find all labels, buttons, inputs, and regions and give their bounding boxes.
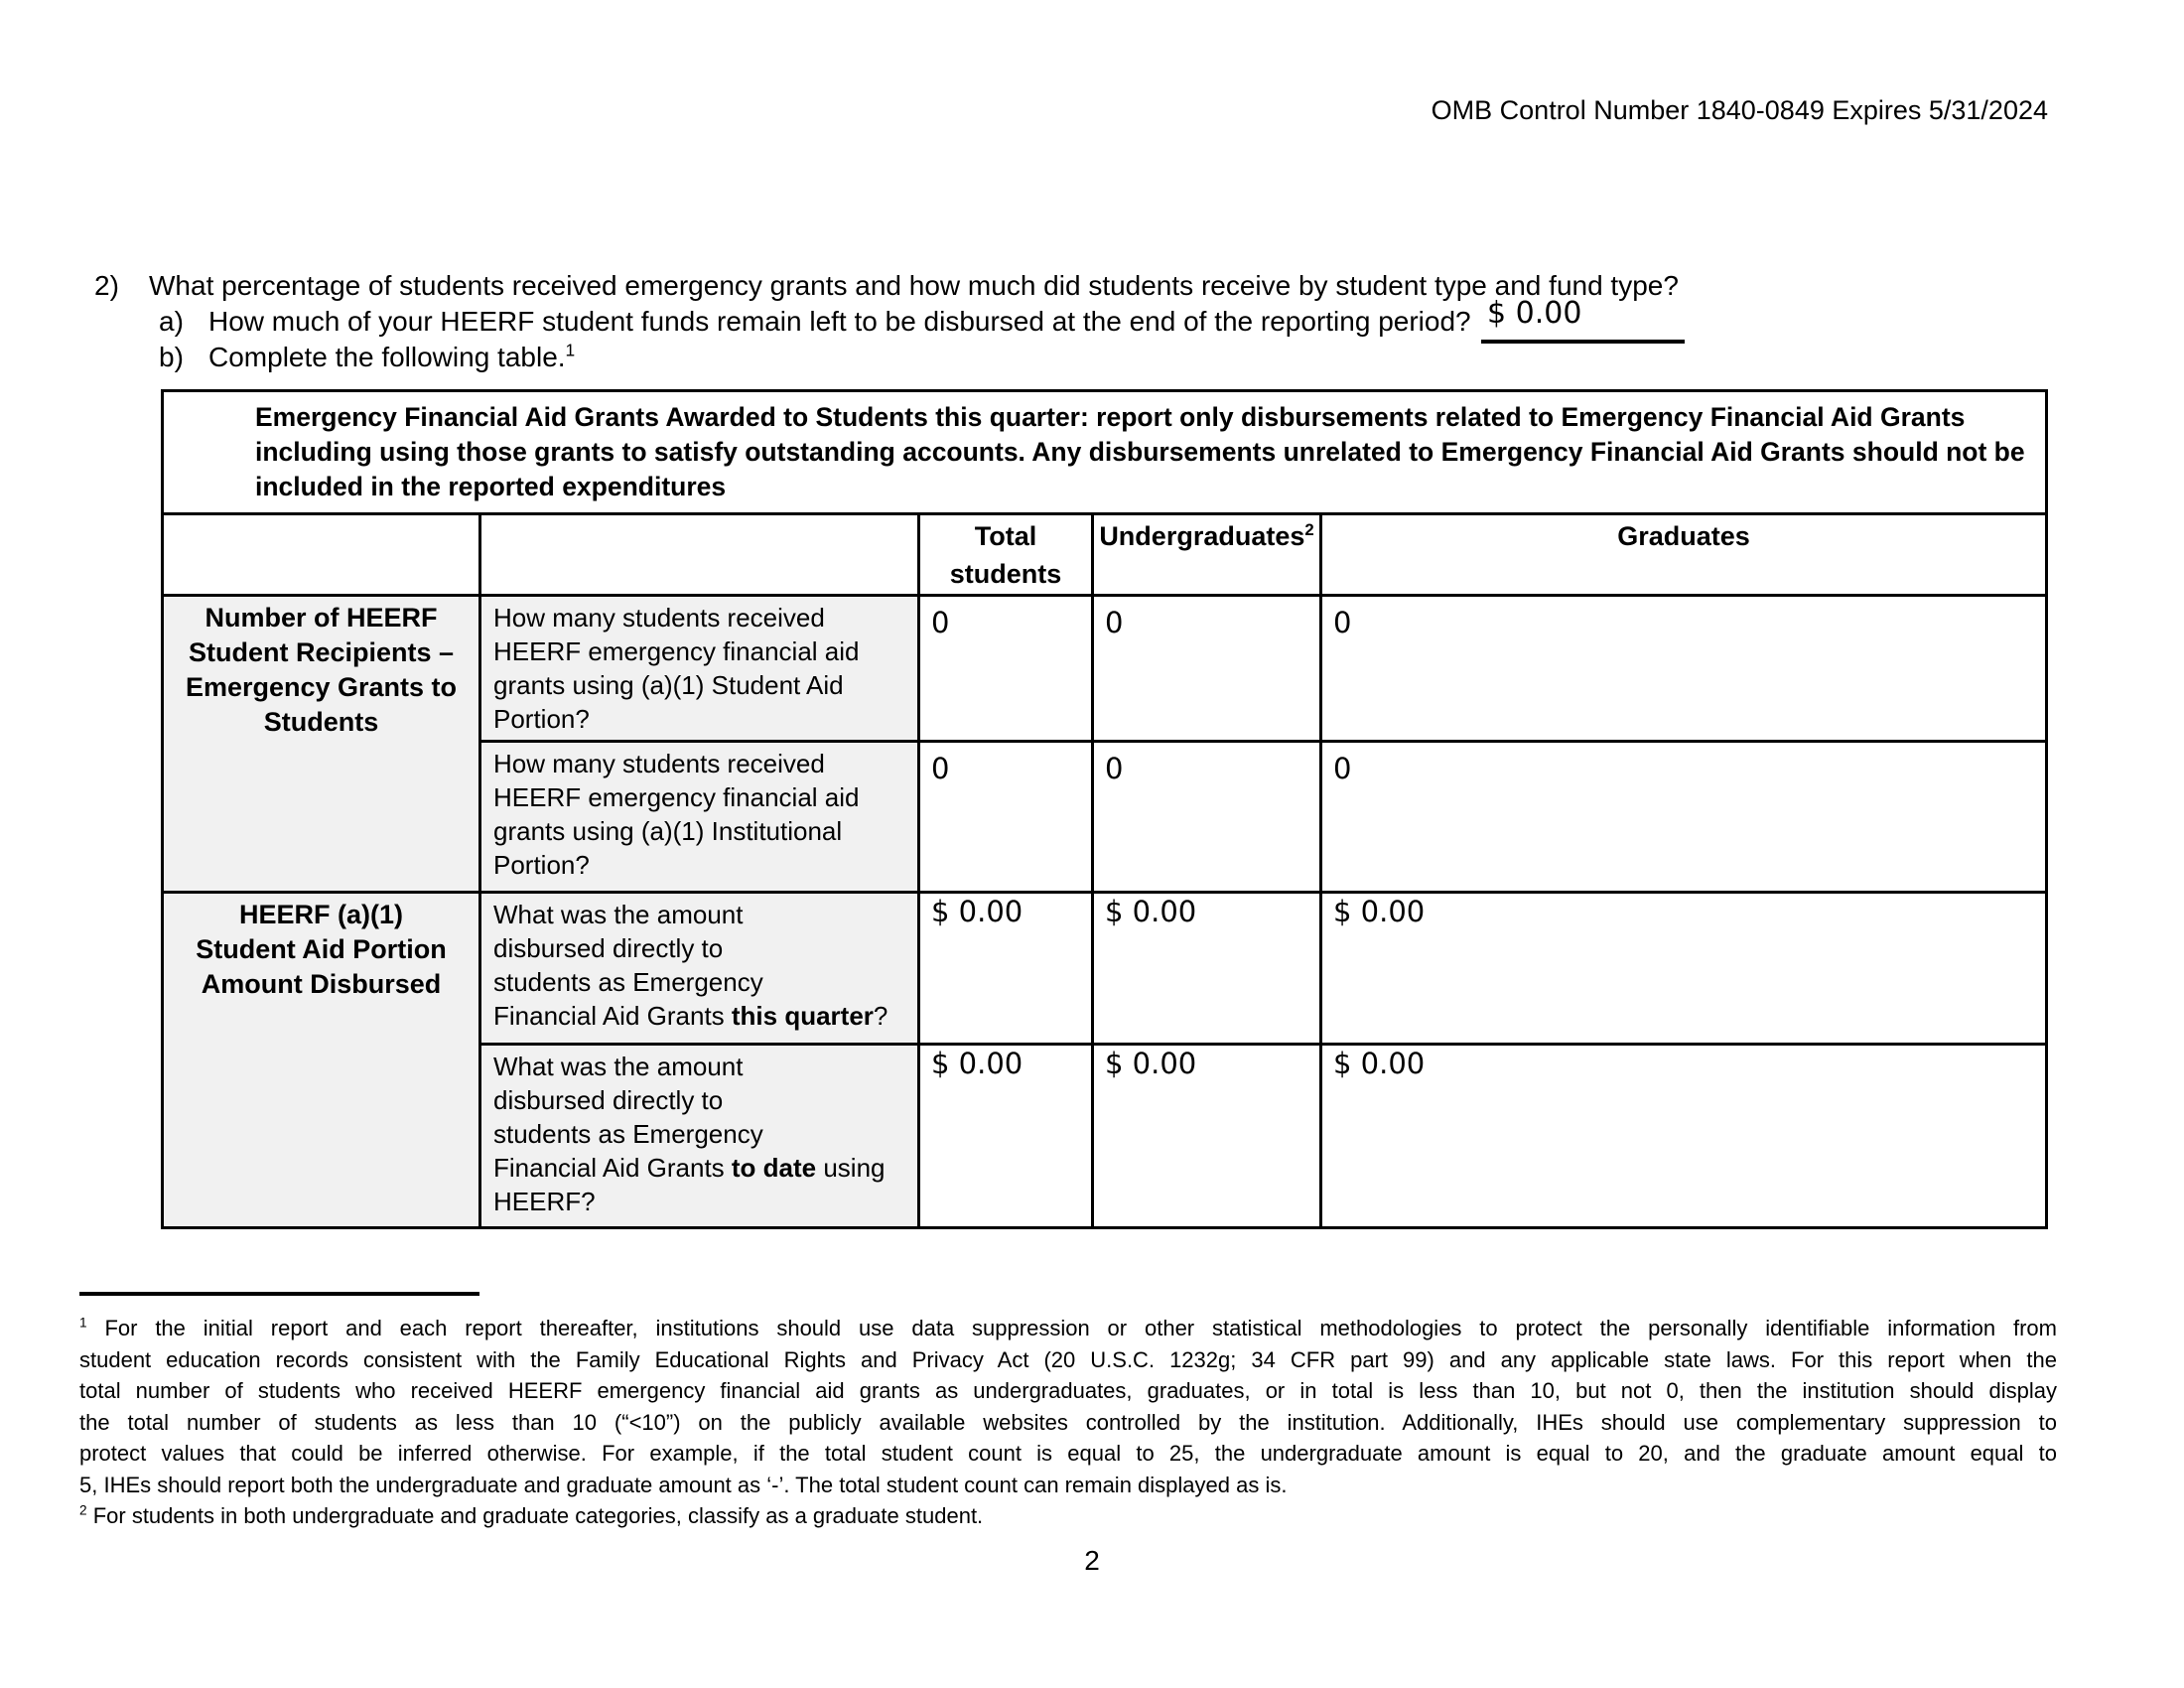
cell-total-students[interactable]: 0 xyxy=(919,596,1093,742)
header-empty-2 xyxy=(480,514,919,596)
remaining-funds-value[interactable]: $ 0.00 xyxy=(1487,296,1582,331)
col-header-undergraduates: Undergraduates$^2$ xyxy=(1093,514,1321,596)
row-question-disbursed-this-quarter: What was the amount disbursed directly to students as Emergency Financial Aid Grants this quarter? xyxy=(480,893,919,1045)
footnote-1-line: protect values that could be inferred otherwise. For example, if the total student count is equal to 25, the undergraduate amount is equal to 20, and the graduate amount equal to xyxy=(79,1441,2057,1466)
cell-total-students[interactable]: $ 0.00 xyxy=(919,893,1093,1045)
table-row xyxy=(163,596,2047,742)
row-question-disbursed-to-date: What was the amount disbursed directly to students as Emergency Financial Aid Grants to date using HEERF? xyxy=(480,1045,919,1228)
cell-undergraduates[interactable]: $ 0.00 xyxy=(1093,1045,1321,1228)
question-2b-number: b) xyxy=(159,342,184,372)
omb-control-line: OMB Control Number 1840-0849 Expires 5/31/2024 xyxy=(1431,95,2048,125)
footnote-separator xyxy=(79,1292,479,1296)
table-caption-row xyxy=(163,391,2047,514)
footnote-2: $^2$ For students in both undergraduate and graduate categories, classify as a graduate student. xyxy=(79,1502,984,1528)
cell-total-students[interactable]: $ 0.00 xyxy=(919,1045,1093,1228)
row-group-label-recipients: Number of HEERF Student Recipients – Emergency Grants to Students xyxy=(163,596,480,893)
row-question-institutional-portion: How many students received HEERF emergency financial aid grants using (a)(1) Institutional Portion? xyxy=(480,742,919,893)
cell-graduates[interactable]: 0 xyxy=(1321,742,2047,893)
footnote-ref-1: 1 xyxy=(565,340,576,360)
row-question-student-aid-portion: How many students received HEERF emergency financial aid grants using (a)(1) Student Aid Portion? xyxy=(480,596,919,742)
page-number: 2 xyxy=(1084,1545,1100,1576)
cell-graduates[interactable]: 0 xyxy=(1321,596,2047,742)
question-2-number: 2) xyxy=(94,270,119,301)
header-empty-1 xyxy=(163,514,480,596)
question-2b-text: Complete the following table.$^1$ xyxy=(208,340,576,372)
remaining-funds-answer-field[interactable] xyxy=(1481,296,1688,331)
cell-undergraduates[interactable]: $ 0.00 xyxy=(1093,893,1321,1045)
table-header-row xyxy=(163,514,2047,596)
cell-graduates[interactable]: $ 0.00 xyxy=(1321,893,2047,1045)
question-2-text: What percentage of students received emergency grants and how much did students receive by student type and fund type? xyxy=(149,270,1679,301)
question-2 xyxy=(94,270,1679,302)
cell-undergraduates[interactable]: 0 xyxy=(1093,596,1321,742)
heerf-grants-table xyxy=(161,389,2048,1229)
question-2a-number: a) xyxy=(159,306,184,337)
row-group-label-amount-disbursed: HEERF (a)(1) Student Aid Portion Amount Disbursed xyxy=(163,893,480,1228)
footnote-ref-2: 2 xyxy=(1304,520,1314,539)
cell-graduates[interactable]: $ 0.00 xyxy=(1321,1045,2047,1228)
col-header-total-students: Total students xyxy=(919,514,1093,596)
footnote-1-marker: 1 xyxy=(79,1315,87,1331)
question-2a xyxy=(159,306,1471,338)
footnote-1-line: student education records consistent with the Family Educational Rights and Privacy Act (20 U.S.C. 1232g; 34 CFR part 99) and any applicable state laws. For this report when the xyxy=(79,1346,2057,1372)
footnote-1-line: $^1$ For the initial report and each report thereafter, institutions should use data suppression or other statistical methodologies to protect the personally identifiable information from xyxy=(79,1315,2057,1340)
footnote-1-line: 5, IHEs should report both the undergraduate and graduate amount as ‘-’. The total student count can remain displayed as is. xyxy=(79,1472,1288,1497)
cell-undergraduates[interactable]: 0 xyxy=(1093,742,1321,893)
footnote-1-line: total number of students who received HEERF emergency financial aid grants as undergraduates, graduates, or in total is less than 10, but not 0, then the institution should display xyxy=(79,1378,2057,1403)
table-caption: Emergency Financial Aid Grants Awarded to Students this quarter: report only disbursements related to Emergency Financial Aid Grants including using those grants to satisfy outstanding accounts. Any disbursements unrelated to Emergency Financial Aid Grants should not be included in the reported expenditures xyxy=(163,391,2047,514)
col-header-graduates: Graduates xyxy=(1321,514,2047,596)
footnote-2-marker: 2 xyxy=(79,1502,87,1518)
question-2a-text: How much of your HEERF student funds remain left to be disbursed at the end of the reporting period? xyxy=(208,306,1471,337)
table-row xyxy=(163,893,2047,1045)
footnote-1-line: the total number of students as less than 10 (“<10”) on the publicly available websites controlled by the institution. Additionally, IHEs should use complementary suppression to xyxy=(79,1409,2057,1435)
footnotes xyxy=(79,1313,2057,1532)
question-2b xyxy=(159,342,575,373)
cell-total-students[interactable]: 0 xyxy=(919,742,1093,893)
answer-underline xyxy=(1481,340,1685,344)
